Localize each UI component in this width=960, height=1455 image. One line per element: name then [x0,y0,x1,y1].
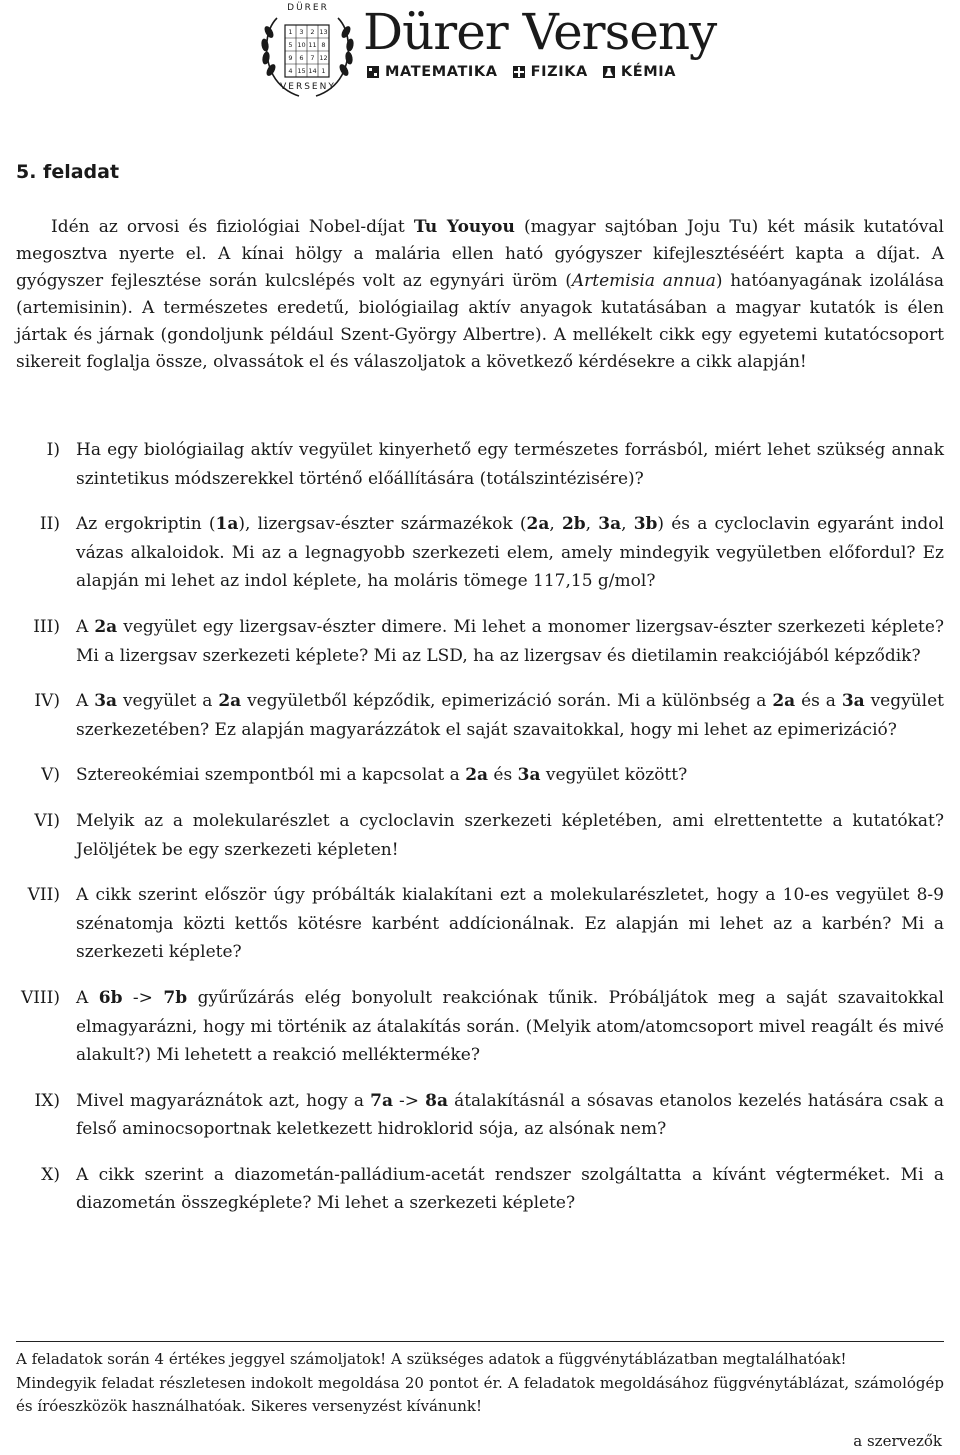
question-text: -> [392,1090,426,1111]
question-list [0,436,944,1218]
math-square-icon [366,65,380,79]
subject-label-chemistry: KÉMIA [620,64,677,80]
question-text: Ha egy biológiailag aktív vegyület kinyerhető egy természetes forrásból, miért lehet szükség annak szintetikus módszerekkel történő előállítására (totálszintézisére)? [76,440,944,489]
question-text: átalakításnál a sósavas etanolos kezelés hatására csak a felső aminocsoportnak keletkezett hidroklorid sója, az alsónak nem? [76,1090,944,1140]
compound-label: 3a [517,765,541,786]
section-title: 5. feladat [16,161,120,183]
logo-grid-number: 10 [297,41,306,49]
compound-label: 2a [465,765,489,786]
subject-label-physics: FIZIKA [530,64,588,80]
question-number: X) [41,1164,60,1185]
question-item [0,761,944,790]
question-text: A cikk szerint először úgy próbálták kialakítani ezt a molekularészletet, hogy a 10-es vegyület 8-9 szénatomja közti kettős kötésre karbént addícionálnak. Ez alapján mi lehet az a karbén? Mi a szerkezeti képlete? [76,885,944,963]
logo-grid-number: 5 [288,41,293,49]
question-item [0,1087,944,1144]
compound-label: 2a [218,691,242,712]
chemistry-flask-icon [602,65,616,79]
logo-grid-number: 4 [288,67,293,75]
page-footer-signature: a szervezők [853,1432,942,1450]
footer-divider [16,1341,944,1342]
logo-grid-number: 6 [299,54,304,62]
question-text: , [549,514,562,535]
brand-title: Dürer Verseny [363,3,717,61]
header [255,0,725,105]
intro-text-2: (magyar sajtóban Joju Tu) két másik kutatóval megosztva nyerte el. A kínai hölgy a malária ellen ható gyógyszer kifejlesztéséért kapta a díjat. A gyógyszer fejlesztése során kulcslépés volt az egynyári üröm ( [16,217,944,291]
compound-label: 3a [598,514,622,535]
logo-grid-number: 15 [297,67,306,75]
compound-label: 7b [163,987,188,1008]
footer-line-1: A feladatok során 4 értékes jeggyel számoljatok! A szükséges adatok a függvénytáblázatban megtalálhatóak! [16,1350,847,1368]
logo-grid-number: 2 [310,28,315,36]
question-number: VI) [34,810,60,831]
question-item [0,510,944,596]
subject-math [366,64,498,80]
question-item [0,984,944,1070]
compound-label: 6b [98,987,123,1008]
logo-grid-number: 8 [321,41,326,49]
logo-grid-number: 12 [319,54,328,62]
question-text: ), lizergsav-észter származékok ( [238,514,527,535]
question-text: A cikk szerint a diazometán-palládium-acetát rendszer szolgáltatta a kívánt végterméket. Mi a diazometán összegképlete? Mi lehet a szerkezeti képlete? [76,1164,944,1214]
question-item [0,1161,944,1218]
subject-chemistry [602,64,676,80]
intro-paragraph [16,214,944,375]
logo-grid-number: 1 [321,67,326,75]
question-text: vegyület egy lizergsav-észter dimere. Mi lehet a monomer lizergsav-észter szerkezeti képlete? Mi a lizergsav szerkezeti képlete? Mi az LSD, ha az lizergsav és dietilamin reakciójából képződik? [76,616,945,666]
compound-label: 1a [215,514,239,535]
logo-top-text: DÜRER [287,3,329,13]
compound-label: 7a [370,1090,393,1111]
intro-text-3: ) hatóanyagának izolálása (artemisinin). A természetes eredetű, biológiailag aktív anyagok kutatásában a magyar kutatók is élen jártak és járnak (gondoljunk például Szent-György Albertre). A mellékelt cikk egy egyetemi kutatócsoport sikereit foglalja össze, olvassátok el és válaszoljatok a következő kérdésekre a cikk alapján! [16,270,944,372]
compound-label: 8a [425,1090,448,1111]
compound-label: 2b [561,514,586,535]
question-text: és a [795,691,842,712]
logo-grid-number: 9 [288,54,293,62]
question-text: vegyület között? [540,765,688,786]
question-item [0,881,944,967]
question-number: VIII) [20,987,60,1008]
question-text: vegyületből képződik, epimerizáció során. Mi a különbség a [241,691,773,712]
question-item [0,613,944,670]
question-number: II) [39,514,60,535]
compound-label: 3a [841,691,865,712]
question-item [0,436,944,493]
question-text: ) és a cycloclavin egyaránt indol vázas alkaloidok. Mi az a legnagyobb szerkezeti elem, amely mindegyik vegyületben előfordul? Ez alapján mi lehet az indol képlete, ha moláris tömege 117,15 g/mol? [76,514,944,592]
question-text: A [76,987,99,1008]
logo-grid-number: 14 [308,67,317,75]
question-number: III) [33,616,60,637]
question-number: IV) [34,691,60,712]
subject-physics [512,64,588,80]
question-text: Mivel magyaráznátok azt, hogy a [76,1090,371,1111]
durer-logo [255,0,360,100]
compound-label: 2a [772,691,796,712]
logo-grid-number: 13 [319,28,328,36]
question-text: , [585,514,599,535]
compound-label: 2a [94,616,118,637]
question-number: IX) [34,1090,60,1111]
logo-grid-number: 3 [299,28,304,36]
physics-cross-icon [512,65,526,79]
question-text: Melyik az a molekularészlet a cycloclavin szerkezeti képletében, ami elrettentette a kutatókat? Jelöljétek be egy szerkezeti képleten! [76,810,944,860]
logo-bottom-text: VERSENY [280,82,336,92]
question-text: és [488,765,518,786]
question-text: , [621,514,634,535]
compound-label: 3a [94,691,118,712]
question-text: vegyület szerkezetében? Ez alapján magyarázzátok el saját szavaitokkal, hogy mi lehet az epimerizáció? [76,691,944,740]
compound-label: 3b [633,514,658,535]
question-number: VII) [27,885,60,906]
question-item [0,687,944,744]
question-text: -> [122,987,164,1008]
question-number: V) [41,765,60,786]
question-text: A [76,691,95,712]
footer-line-2: Mindegyik feladat részletesen indokolt megoldása 20 pontot ér. A feladatok megoldásához függvénytáblázat, számológép és íróeszközök használhatóak. Sikeres versenyzést kívánunk! [16,1373,944,1415]
footer-notes [16,1348,944,1419]
question-item [0,807,944,864]
intro-species: Artemisia annua [571,270,716,291]
question-number: I) [46,440,60,460]
compound-label: 2a [526,514,550,535]
question-text: Az ergokriptin ( [76,514,216,535]
logo-grid-number: 7 [310,54,315,62]
subjects-row [366,64,676,80]
question-text: vegyület a [117,691,219,712]
logo-grid-number: 1 [288,28,293,36]
intro-name: Tu Youyou [413,217,515,237]
subject-label-math: MATEMATIKA [385,64,498,80]
logo-grid-number: 11 [308,41,317,49]
question-text: Sztereokémiai szempontból mi a kapcsolat a [76,765,466,786]
question-text: A [76,616,95,637]
intro-text-1: Idén az orvosi és fiziológiai Nobel-díjat [51,217,414,237]
question-text: gyűrűzárás elég bonyolult reakciónak tűnik. Próbáljátok meg a saját szavaitokkal elmagyarázni, hogy mi történik az átalakítás során. (Melyik atom/atomcsoport mivel reagált és mivé alakult?) Mi lehetett a reakció mellékterméke? [76,987,944,1066]
